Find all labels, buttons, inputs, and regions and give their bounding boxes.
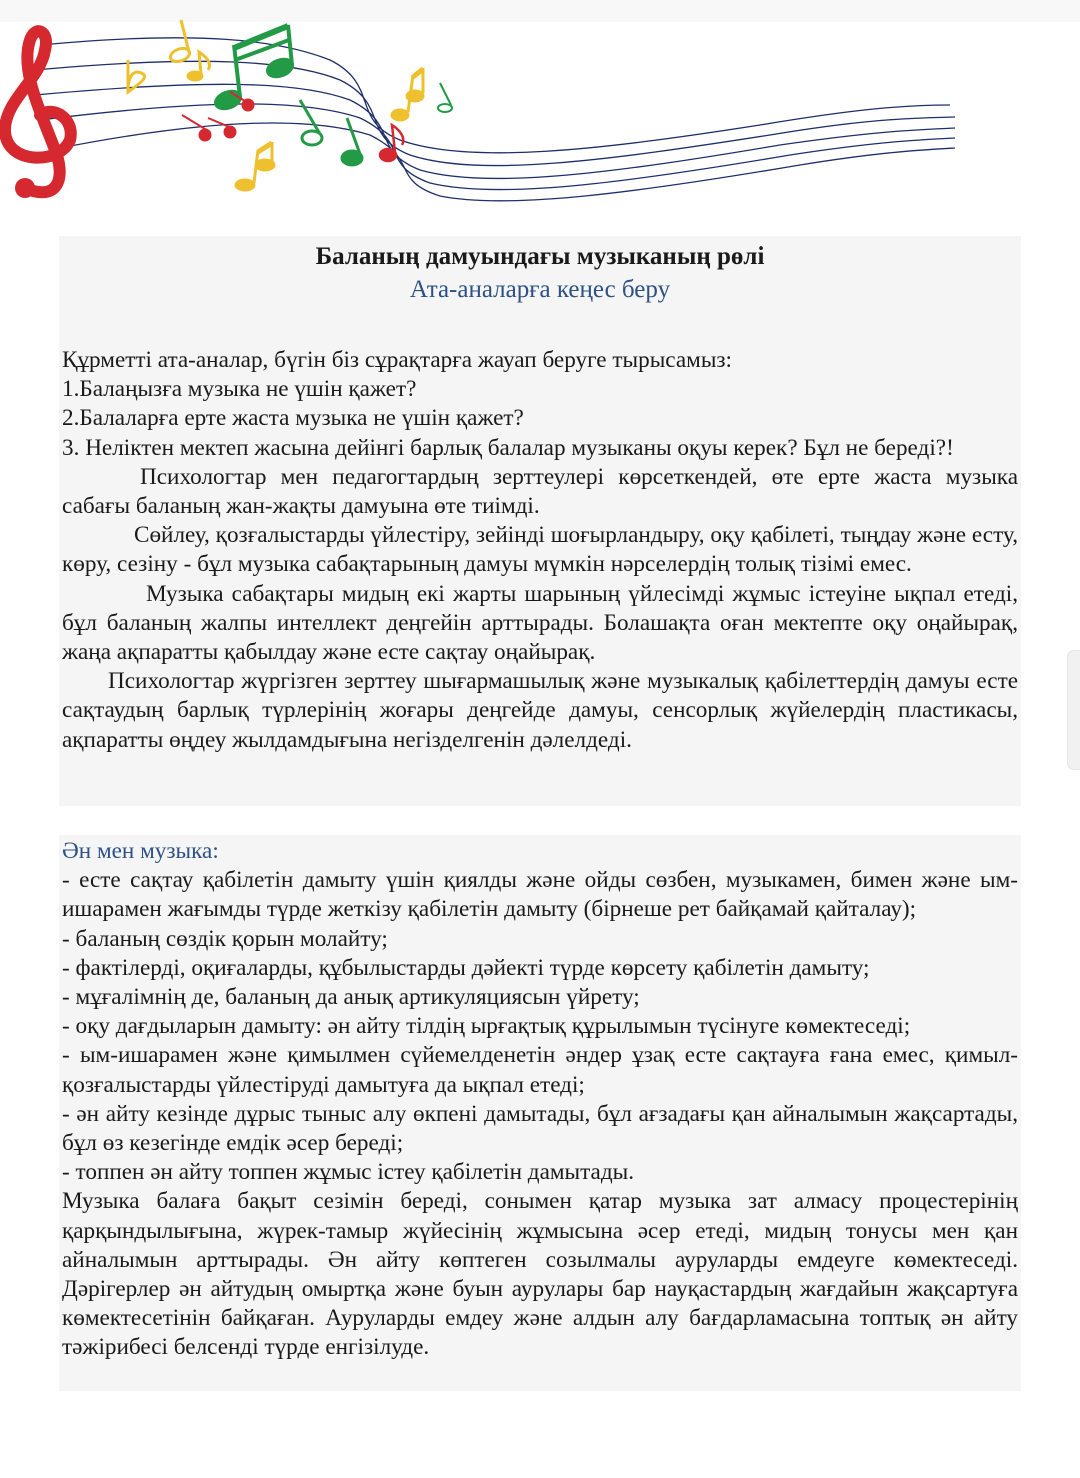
staff-line <box>35 84 955 178</box>
benefit-item: - баланың сөздік қорын молайту; <box>62 925 388 952</box>
benefit-item: - мұғалімнің де, баланың да анық артикуляциясын үйрету; <box>62 984 640 1011</box>
staff-line <box>40 38 950 153</box>
benefit-item: - ым-ишарамен және қимылмен сүйемелденетін әндер ұзақ есте сақтауға ғана емес, қимыл-қозғалыстарды үйлестіруді дамытуға да ықпал етеді; <box>62 1042 1018 1098</box>
intro-text: Құрметті ата-аналар, бүгін біз сұрақтарға жауап беруге тырысамыз: <box>62 347 733 373</box>
article-subtitle: Ата-аналарға кеңес беру <box>409 276 671 303</box>
benefit-item: - топпен ән айту топпен жұмыс істеу қабілетін дамытады. <box>62 1159 634 1186</box>
yellow-notes-right-icon <box>391 68 424 121</box>
scrollbar-handle[interactable] <box>1067 650 1080 770</box>
question-item: 1.Балаңызға музыка не үшін қажет? <box>62 376 417 403</box>
body-paragraph: Психологтар жүргізген зерттеу шығармашылық және музыкалық қабілеттердің дамуы есте сақтаудың барлық түрлерінің жоғары деңгейде дамуы, сенсорлық жүйелердің пластикасы, ақпаратты өңдеу жылдамдығына негізделгенін дәлелдеді. <box>62 668 1018 753</box>
header-banner <box>0 0 1080 225</box>
question-item: 3. Неліктен мектеп жасына дейінгі барлық балалар музыканы оқуы керек? Бұл не береді?! <box>62 434 954 461</box>
article-section-song-and-music <box>59 835 1021 1391</box>
question-item: 2.Балаларға ерте жаста музыка не үшін қажет? <box>62 405 524 432</box>
beamed-notes-green-icon <box>212 25 296 113</box>
benefit-item: - есте сақтау қабілетін дамыту үшін қиялды және ойды сөзбен, музыкамен, бимен және ым-ишарамен жағымды түрде жеткізу қабілетін дамыту (бірнеше рет байқамай қайталау); <box>62 867 1018 923</box>
conclusion-paragraph: Музыка балаға бақыт сезімін береді, сонымен қатар музыка зат алмасу процестерінің қарқындылығына, жүрек-тамыр жүйесінің жұмысына әсер етеді, мидың тонусы мен қан айналымын арттырады. Ән айту көптеген созылмалы ауруларды емдеуге көмектеседі. Дәрігерлер ән айтудың омыртқа және буын аурулары бар науқастардың жағдайын жақсартуға көмектесетінін байқаған. Ауруларды емдеу және алдын алу бағдарламасына топтық ән айту тәжірибесі белсенді түрде енгізілуде. <box>62 1188 1018 1361</box>
body-paragraph: Сөйлеу, қозғалыстарды үйлестіру, зейінді шоғырландыру, оқу қабілеті, тыңдау және есту, көру, сезіну - бұл музыка сабақтарының дамуы мүмкін нәрселердің толық тізімі емес. <box>62 522 1018 578</box>
half-note-yellow-icon <box>169 20 210 80</box>
green-half-note-right-icon <box>438 83 452 112</box>
staff-line <box>40 104 955 190</box>
benefit-item: - оқу дағдыларын дамыту: ән айту тілдің ырғақтық құрылымын түсінуге көмектеседі; <box>62 1013 911 1040</box>
green-notes-icon <box>300 100 362 165</box>
body-paragraph: Психологтар мен педагогтардың зерттеулері көрсеткендей, өте ерте жаста музыка сабағы баланың жан-жақты дамуына өте тиімді. <box>62 463 1018 520</box>
treble-clef-icon <box>5 31 71 198</box>
beamed-notes-yellow-icon <box>235 142 275 191</box>
music-notes-staff-banner <box>0 0 1080 225</box>
article-section-intro <box>59 236 1021 806</box>
body-paragraph: Музыка сабақтары мидың екі жарты шарының үйлесімді жұмыс істеуіне ықпал етеді, бұл баланың жалпы интеллект деңгейін арттырады. Болашақта оған мектепте оқу оңайырақ, жаңа ақпаратты қабылдау және есте сақтау оңайырақ. <box>62 580 1018 666</box>
article-title: Баланың дамуындағы музыканың рөлі <box>315 243 765 270</box>
section-heading: Ән мен музыка: <box>62 838 219 864</box>
benefit-item: - фактілерді, оқиғаларды, құбылыстарды дәйекті түрде көрсету қабілетін дамыту; <box>62 954 870 981</box>
benefit-item: - ән айту кезінде дұрыс тыныс алу өкпені дамытады, бұл ағзадағы қан айналымын жақсартады, бұл өз кезегінде емдік әсер береді; <box>62 1100 1018 1157</box>
staff-line <box>35 61 955 165</box>
